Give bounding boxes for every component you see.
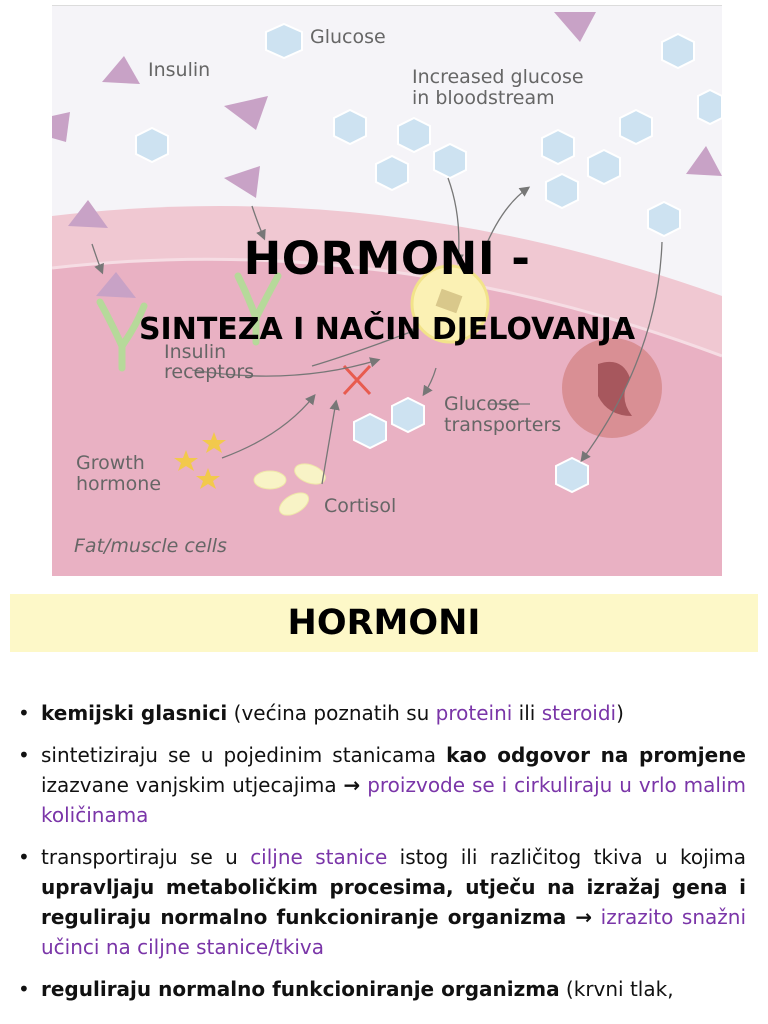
glucose-molecule-icon [354,414,386,448]
bullet-text: izazvane vanjskim utjecajima [41,773,344,797]
bullet-dot-icon: • [18,977,30,1001]
glucose-molecule-icon [546,174,578,208]
glucose-molecule-icon [392,398,424,432]
bullet-text: istog ili različitog tkiva u kojima [387,845,747,869]
label-insulin: Insulin [148,59,211,81]
bullet-bold-text: reguliraju normalno funkcioniranje organizma [41,977,560,1001]
label-glucose: Glucose [310,26,386,48]
label-receptors-2: receptors [164,361,255,383]
bullet-item [18,698,746,728]
bullet-dot-icon: • [18,701,30,725]
label-transporters-2: transporters [444,414,562,436]
bullet-text: ili [512,701,542,725]
slide-subtitle: SINTEZA I NAČIN DJELOVANJA [138,312,636,347]
glucose-molecule-icon [266,24,302,58]
glucose-molecule-icon [434,144,466,178]
bullet-highlight: izrazito snažni učinci na ciljne stanice/tkiva [41,905,746,959]
label-increased-2: in bloodstream [412,87,555,109]
glucose-molecule-icon [556,458,588,492]
bullet-highlight: ciljne stanice [250,845,388,869]
section-banner [10,594,758,652]
label-cells: Fat/muscle cells [74,535,227,557]
glucose-molecule-icon [136,128,168,162]
glucose-molecule-icon [334,110,366,144]
glucose-molecule-icon [588,150,620,184]
bullet-item [18,974,746,1004]
label-transporters-1: Glucose [444,393,520,415]
bullet-highlight: proizvode se i cirkuliraju u vrlo malim količinama [41,773,746,827]
glucose-molecule-icon [620,110,652,144]
bullet-text: (krvni tlak, [559,977,674,1001]
label-increased-1: Increased glucose [412,66,584,88]
glucose-molecule-icon [698,90,722,124]
bullet-highlight: steroidi [541,701,617,725]
arrow-right-icon: → [343,773,361,797]
bullet-dot-icon: • [18,845,30,869]
label-growth-2: hormone [76,473,162,495]
slide-title: HORMONI - [243,232,531,285]
label-receptors-1: Insulin [164,341,227,363]
bullet-text: ) [616,701,624,725]
bullet-item [18,740,746,830]
bullet-dot-icon: • [18,743,30,767]
bullet-bold-text: upravljaju metaboličkim procesima, utječu na izražaj gena i reguliraju normalno funkcioniranje organizma [41,875,746,929]
bullet-highlight: proteini [435,701,513,725]
cortisol-molecule-icon [254,471,286,489]
glucose-molecule-icon [376,156,408,190]
glucose-molecule-icon [662,34,694,68]
section-title: HORMONI [287,603,481,643]
bullet-bold-text: kemijski glasnici [41,701,228,725]
arrow-right-icon: → [566,905,593,929]
glucose-illustration [52,6,722,576]
bullet-list [18,698,746,1016]
bullet-text: sintetiziraju se u pojedinim stanicama [41,743,447,767]
bullet-text: transportiraju se u [41,845,251,869]
bullet-text: (većina poznatih su [227,701,436,725]
label-growth-1: Growth [76,452,145,474]
glucose-molecule-icon [398,118,430,152]
bullet-item [18,842,746,962]
glucose-molecule-icon [648,202,680,236]
bullet-bold-text: kao odgovor na promjene [446,743,746,767]
glucose-molecule-icon [542,130,574,164]
label-cortisol: Cortisol [324,495,397,517]
